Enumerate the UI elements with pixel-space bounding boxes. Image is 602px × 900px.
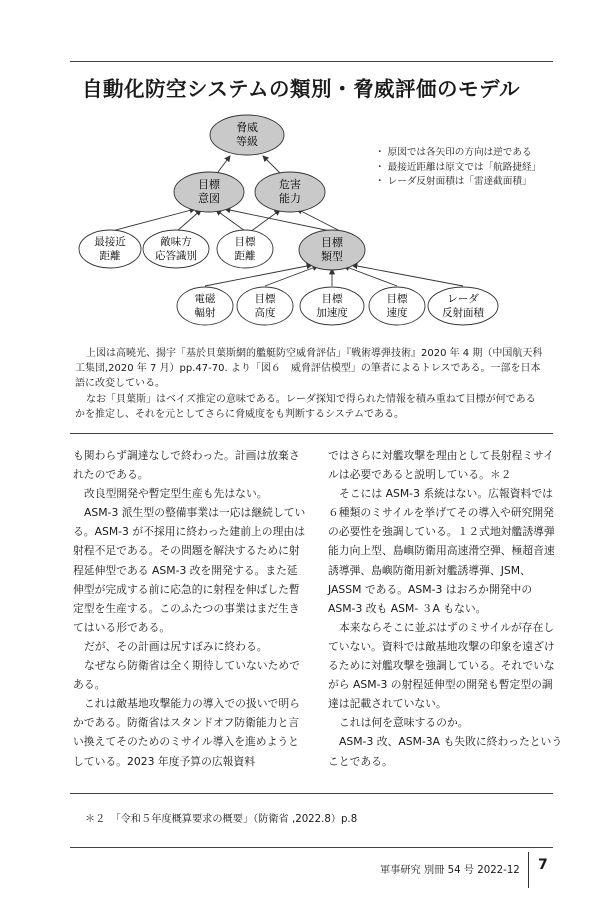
- body-paragraph: これは敵基地攻撃能力の導入での扱いで明らかである。防衛省はスタンドオフ防衛能力と言い換えてそのためのミサイル導入を進めようとしている。2023 年度予算の広報資料: [73, 697, 300, 768]
- diagram-notes: [375, 146, 585, 190]
- svg-text:最接近: 最接近: [94, 236, 126, 248]
- body-paragraph: なぜなら防衛省は全く期待していないためである。: [73, 659, 300, 692]
- svg-text:速度: 速度: [386, 307, 408, 319]
- page-number: 7: [538, 857, 548, 873]
- svg-text:類型: 類型: [321, 250, 343, 263]
- caption-paragraph: 上図は高曉光、揚宇「基於貝葉斯網的艦艇防空威脅評估」『戦術導弾技術』2020 年 4 期（中国航天科工集団,2020 年 7 月）pp.47-70. より「図６ 威脅評估模型」の筆者によるトレスである。一部を日本語に改変している。: [75, 348, 543, 390]
- node-target-intent: [174, 172, 244, 212]
- node-target-altitude: [237, 287, 293, 325]
- page-title: 自動化防空システムの類別・脅威評価のモデル: [82, 77, 520, 101]
- svg-text:敵味方: 敵味方: [160, 236, 192, 248]
- node-threat-capability: [255, 172, 325, 212]
- svg-text:意図: 意図: [198, 192, 220, 205]
- body-column-right: [328, 446, 563, 771]
- svg-text:目標: 目標: [386, 293, 408, 305]
- node-target-speed: [369, 287, 425, 325]
- svg-text:高度: 高度: [254, 307, 276, 319]
- body-paragraph: 本来ならそこに並ぶはずのミサイルが存在していない。資料では敵基地攻撃の印象を遠ざけるために対艦攻撃を強調している。それでいながら ASM-3 の射程延伸型の開発も暫定型の調達は記載されていない。: [328, 620, 555, 711]
- body-column-left: [73, 446, 308, 771]
- node-closest-distance: [79, 230, 141, 268]
- svg-text:目標: 目標: [254, 293, 276, 305]
- footer-rule: [70, 847, 553, 848]
- footer-publication: 軍事研究 別冊 54 号 2022-12: [380, 865, 520, 876]
- svg-text:危害: 危害: [279, 178, 301, 191]
- node-em-radiation: [177, 287, 233, 325]
- body-paragraph: だが、その計画は尻すぼみに終わる。: [84, 639, 268, 653]
- footnote-rule: [70, 793, 553, 794]
- svg-text:距離: 距離: [99, 250, 121, 262]
- node-target-distance: [217, 230, 273, 268]
- body-paragraph: そこには ASM-3 系統はない。広報資料では６種類のミサイルを挙げてその導入や研究開発の必要性を強調している。１２式地対艦誘導弾能力向上型、島嶼防衛用高速滑空弾、極超音速誘導弾、島嶼防衛用新対艦誘導弾、JSM、JASSM である。ASM-3 はおろか開発中の ASM-3 改も ASM- ３A もない。: [328, 487, 555, 615]
- svg-text:距離: 距離: [234, 250, 256, 262]
- svg-text:等級: 等級: [236, 135, 258, 148]
- note-item: ・ レーダ反射面積は「雷達截面積」: [375, 176, 532, 188]
- body-paragraph: も関わらず調達なしで終わった。計画は放棄されたのである。: [73, 449, 300, 482]
- svg-text:輻射: 輻射: [194, 307, 216, 319]
- svg-text:目標: 目標: [234, 236, 256, 248]
- caption-bottom-rule: [70, 433, 553, 434]
- footnote: ＊２ 「令和５年度概算要求の概要」（防衛省 ,2022.8）p.8: [85, 814, 358, 825]
- top-rule: [70, 61, 553, 62]
- footer-divider: [528, 852, 529, 888]
- body-paragraph: ではさらに対艦攻撃を理由として長射程ミサイルは必要であると説明している。＊２: [328, 449, 554, 482]
- svg-text:目標: 目標: [321, 293, 343, 305]
- node-threat-level: [210, 115, 284, 155]
- body-paragraph: これは何を意味するのか。: [339, 716, 469, 730]
- caption-paragraph: なお「貝葉斯」はベイズ推定の意味である。レーダ探知で得られた情報を積み重ねて目標が何であるかを推定し、それを元としてさらに脅威度をも判断するシステムである。: [75, 393, 536, 420]
- svg-text:能力: 能力: [279, 192, 301, 205]
- node-radar-rcs: [428, 287, 498, 325]
- svg-text:応答識別: 応答識別: [155, 250, 197, 262]
- svg-text:加速度: 加速度: [316, 307, 348, 319]
- svg-text:レーダ: レーダ: [447, 293, 479, 305]
- body-paragraph: ASM-3 派生型の整備事業は一応は継続している。ASM-3 が不採用に終わった建前上の理由は射程不足である。その問題を解決するために射程延伸型である ASM-3 改を開発する。また延伸型が完成する前に応急的に射程を伸ばした暫定型を生産する。このふたつの事業はまだ生きてはいる形である。: [73, 506, 306, 634]
- svg-text:反射面積: 反射面積: [442, 307, 484, 319]
- svg-text:電磁: 電磁: [194, 293, 216, 305]
- threat-model-diagram: [70, 108, 550, 336]
- svg-text:目標: 目標: [321, 236, 343, 249]
- note-item: ・ 最接近距離は原文では「航路捷経」: [375, 161, 542, 173]
- note-item: ・ 原図では各矢印の方向は逆である: [375, 147, 532, 158]
- node-enemy-response: [143, 230, 209, 268]
- svg-text:脅威: 脅威: [236, 121, 258, 134]
- body-paragraph: 改良型開発や暫定型生産も先はない。: [84, 487, 268, 501]
- body-paragraph: ASM-3 改、ASM-3A も失敗に終わったということである。: [328, 735, 563, 768]
- svg-text:目標: 目標: [198, 178, 220, 191]
- node-target-type: [299, 230, 365, 270]
- figure-caption: [75, 346, 545, 422]
- node-target-acceleration: [300, 287, 364, 325]
